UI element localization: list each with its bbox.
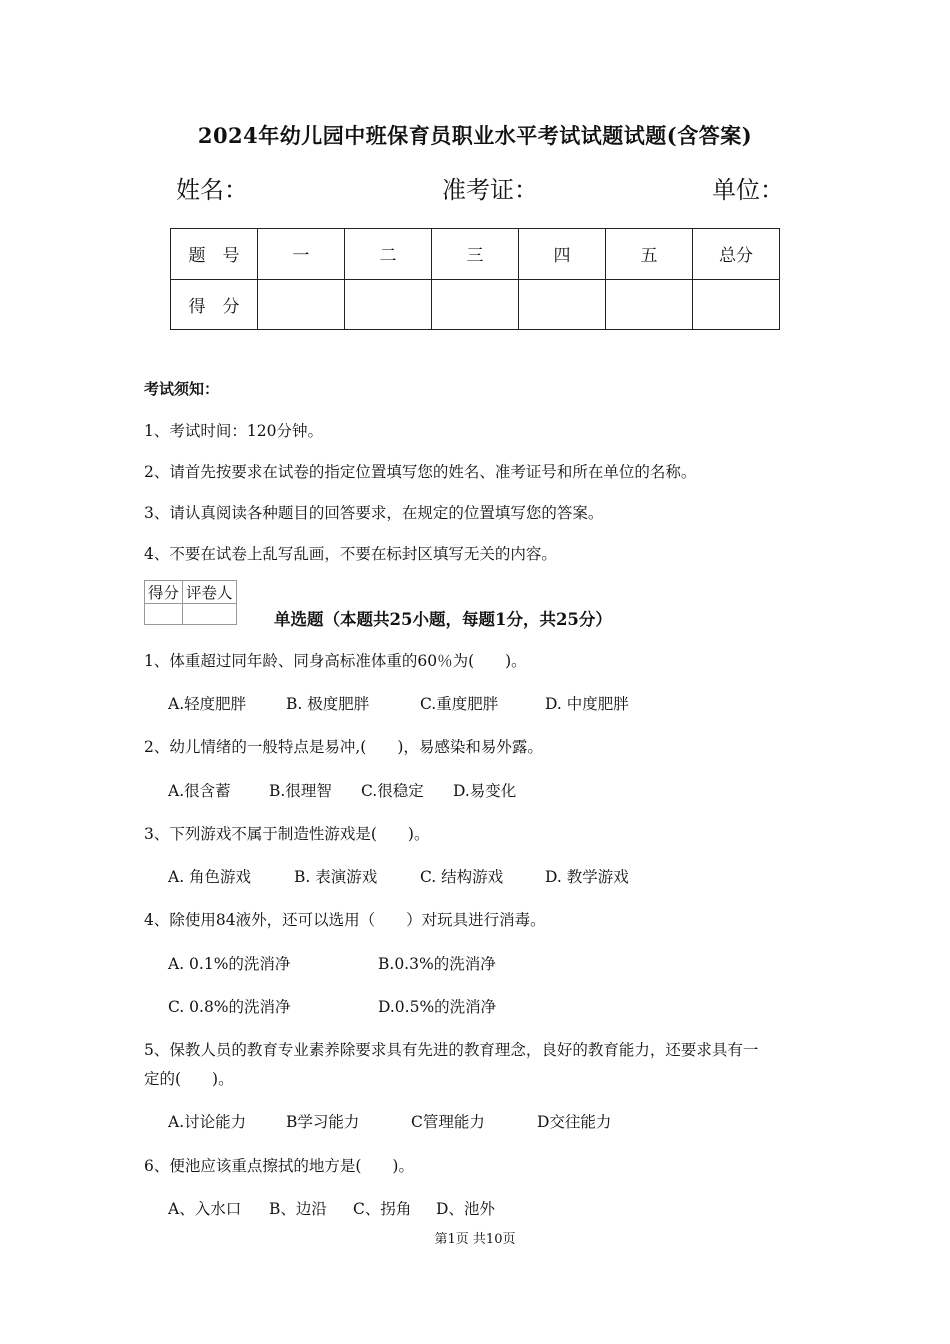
score-cell bbox=[432, 279, 519, 330]
question-5-line-1: 5、保教人员的教育专业素养除要求具有先进的教育理念，良好的教育能力，还要求具有一 bbox=[144, 1041, 759, 1059]
score-cell bbox=[519, 279, 606, 330]
page-footer: 第1页 共10页 bbox=[434, 1232, 516, 1247]
header-cell: 五 bbox=[606, 229, 693, 280]
q1-option-c: C.重度肥胖 bbox=[420, 695, 499, 713]
q1-option-d: D. 中度肥胖 bbox=[545, 695, 629, 713]
q2-option-d: D.易变化 bbox=[453, 782, 517, 800]
q6-option-b: B、边沿 bbox=[269, 1200, 327, 1218]
score-cell bbox=[258, 279, 345, 330]
name-label: 姓名： bbox=[176, 176, 248, 204]
document-title: 2024年幼儿园中班保育员职业水平考试试题试题(含答案) bbox=[197, 123, 753, 148]
q3-option-a: A. 角色游戏 bbox=[168, 868, 252, 886]
grader-table bbox=[144, 580, 237, 625]
header-cell: 三 bbox=[432, 229, 519, 280]
q3-option-b: B. 表演游戏 bbox=[294, 868, 378, 886]
question-6: 6、便池应该重点擦拭的地方是( )。 bbox=[144, 1157, 414, 1175]
q5-option-c: C管理能力 bbox=[411, 1113, 485, 1131]
grader-reviewer-cell bbox=[183, 604, 237, 625]
unit-label: 单位： bbox=[712, 176, 784, 204]
header-cell: 题 号 bbox=[171, 229, 258, 280]
q4-option-b: B.0.3%的洗消净 bbox=[378, 955, 496, 973]
q6-option-c: C、拐角 bbox=[353, 1200, 412, 1218]
question-5-line-2: 定的( )。 bbox=[144, 1070, 234, 1088]
q4-option-a: A. 0.1%的洗消净 bbox=[168, 955, 291, 973]
q5-option-d: D交往能力 bbox=[537, 1113, 612, 1131]
grader-reviewer-label: 评卷人 bbox=[183, 581, 237, 604]
score-table-score-row bbox=[171, 279, 780, 330]
q1-option-b: B. 极度肥胖 bbox=[286, 695, 370, 713]
grader-score-cell bbox=[145, 604, 183, 625]
q1-option-a: A.轻度肥胖 bbox=[168, 695, 247, 713]
header-cell: 四 bbox=[519, 229, 606, 280]
section-title: 单选题（本题共25小题，每题1分，共25分） bbox=[274, 610, 612, 629]
score-cell bbox=[606, 279, 693, 330]
grader-score-label: 得分 bbox=[145, 581, 183, 604]
q6-option-a: A、入水口 bbox=[168, 1200, 242, 1218]
q6-option-d: D、池外 bbox=[436, 1200, 495, 1218]
question-1: 1、体重超过同年龄、同身高标准体重的60％为( )。 bbox=[144, 652, 527, 670]
q4-option-d: D.0.5%的洗消净 bbox=[378, 998, 497, 1016]
notice-item: 1、考试时间：120分钟。 bbox=[144, 422, 323, 440]
notice-heading: 考试须知： bbox=[144, 380, 220, 398]
score-row-label: 得 分 bbox=[171, 279, 258, 330]
q2-option-a: A.很含蓄 bbox=[168, 782, 231, 800]
header-cell: 一 bbox=[258, 229, 345, 280]
q4-option-c: C. 0.8%的洗消净 bbox=[168, 998, 291, 1016]
score-table bbox=[170, 228, 780, 330]
header-cell: 二 bbox=[345, 229, 432, 280]
notice-item: 2、请首先按要求在试卷的指定位置填写您的姓名、准考证号和所在单位的名称。 bbox=[144, 463, 697, 481]
question-2: 2、幼儿情绪的一般特点是易冲,( )，易感染和易外露。 bbox=[144, 738, 543, 756]
score-table-header-row bbox=[171, 229, 780, 280]
question-4: 4、除使用84液外，还可以选用（ ）对玩具进行消毒。 bbox=[144, 911, 546, 929]
q3-option-d: D. 教学游戏 bbox=[545, 868, 629, 886]
header-cell: 总分 bbox=[693, 229, 780, 280]
question-3: 3、下列游戏不属于制造性游戏是( )。 bbox=[144, 825, 430, 843]
q5-option-a: A.讨论能力 bbox=[168, 1113, 247, 1131]
q2-option-b: B.很理智 bbox=[269, 782, 332, 800]
q2-option-c: C.很稳定 bbox=[361, 782, 424, 800]
q3-option-c: C. 结构游戏 bbox=[420, 868, 504, 886]
q5-option-b: B学习能力 bbox=[286, 1113, 360, 1131]
score-cell bbox=[693, 279, 780, 330]
exam-id-label: 准考证： bbox=[442, 176, 538, 204]
notice-item: 3、请认真阅读各种题目的回答要求，在规定的位置填写您的答案。 bbox=[144, 504, 604, 522]
notice-item: 4、不要在试卷上乱写乱画，不要在标封区填写无关的内容。 bbox=[144, 545, 557, 563]
score-cell bbox=[345, 279, 432, 330]
